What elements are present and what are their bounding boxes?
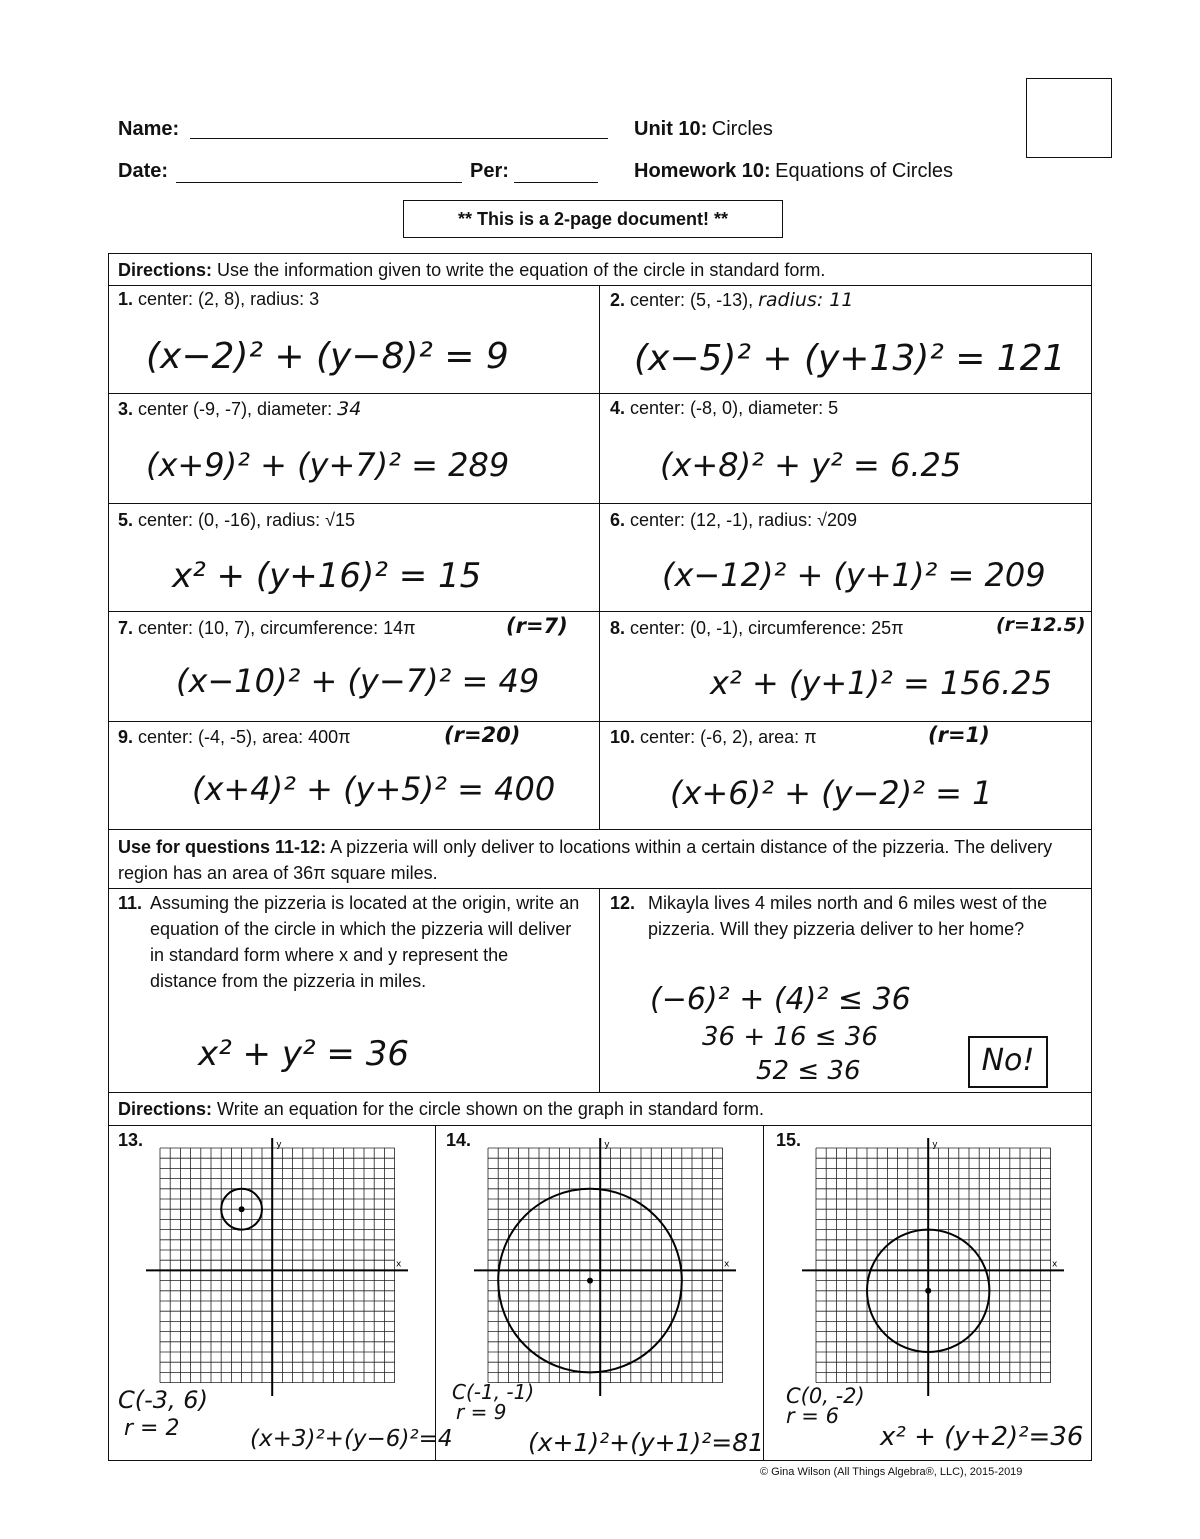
- per-field[interactable]: [514, 182, 598, 183]
- column-divider: [435, 1125, 436, 1461]
- score-box: [1026, 78, 1112, 158]
- column-divider: [599, 888, 600, 1092]
- problem-text: center: (-4, -5), area: 400π: [138, 727, 351, 747]
- problem-text: center: (0, -1), circumference: 25π: [630, 618, 904, 638]
- x-axis-label: x: [1052, 1259, 1058, 1270]
- problem-text: center: (10, 7), circumference: 14π: [138, 618, 416, 638]
- pizza-intro: [118, 834, 1084, 886]
- problem-6-answer: (x−12)² + (y+1)² = 209: [662, 556, 1046, 594]
- problem-2-prompt: [610, 289, 853, 311]
- problem-text: center: (0, -16), radius: √15: [138, 510, 356, 530]
- y-axis-label: y: [276, 1140, 282, 1150]
- divider: [108, 721, 1092, 722]
- problem-number: 10.: [610, 727, 636, 747]
- problem-6-prompt: [610, 510, 857, 531]
- problem-text: Assuming the pizzeria is located at the origin, write an equation of the circle in which the pizzeria will deliver in standard form where x and y represent the distance from the pizzeria in miles.: [150, 893, 580, 991]
- problem-text: center: (5, -13),: [630, 290, 754, 310]
- problem-15-answer: x² + (y+2)²=36: [880, 1422, 1084, 1452]
- problem-7-answer: (x−10)² + (y−7)² = 49: [176, 662, 540, 700]
- problem-1-answer: (x−2)² + (y−8)² = 9: [146, 336, 509, 377]
- homework-value: Equations of Circles: [775, 160, 954, 182]
- homework-label: Homework 10:: [634, 160, 771, 182]
- problem-3-prompt: [118, 398, 361, 420]
- problem-number: 9.: [118, 727, 134, 747]
- problem-8-answer: x² + (y+1)² = 156.25: [710, 664, 1052, 702]
- directions-text: Use the information given to write the equation of the circle in standard form.: [217, 260, 826, 280]
- problem-number: 7.: [118, 618, 134, 638]
- pizza-text: A pizzeria will only deliver to locations within a certain distance of the pizzeria. The delivery region has an area of 36π square miles.: [118, 837, 1053, 883]
- copyright-footer: © Gina Wilson (All Things Algebra®, LLC), 2015-2019: [760, 1466, 1023, 1478]
- problem-9-prompt: [118, 727, 351, 748]
- problem-5-prompt: [118, 510, 355, 531]
- problem-15-radius: r = 6: [786, 1404, 839, 1428]
- name-label: Name:: [118, 118, 180, 140]
- divider: [108, 829, 1092, 830]
- directions-label: Directions:: [118, 260, 213, 280]
- divider: [108, 503, 1092, 504]
- problem-10-prompt: [610, 727, 817, 748]
- divider: [108, 1125, 1092, 1126]
- name-field[interactable]: [190, 138, 608, 139]
- problem-handwritten: 34: [337, 398, 362, 420]
- problem-number: 3.: [118, 399, 134, 419]
- problem-10-answer: (x+6)² + (y−2)² = 1: [670, 774, 993, 812]
- problem-9-note: (r=20): [444, 723, 521, 747]
- problem-text: center: (-6, 2), area: π: [640, 727, 817, 747]
- problem-9-answer: (x+4)² + (y+5)² = 400: [192, 770, 556, 808]
- problem-text: center: (-8, 0), diameter: 5: [630, 398, 839, 418]
- problem-7-prompt: [118, 618, 416, 639]
- problem-15-center: C(0, -2): [786, 1384, 865, 1408]
- problem-number: 2.: [610, 290, 626, 310]
- directions-2: [118, 1099, 764, 1120]
- problem-number: 11.: [118, 893, 143, 913]
- y-axis-label: y: [604, 1140, 610, 1150]
- homework-title: [634, 160, 953, 183]
- circle-center-point: [587, 1278, 593, 1284]
- problem-14-center: C(-1, -1): [452, 1380, 535, 1404]
- problem-number: 6.: [610, 510, 626, 530]
- problem-1-prompt: [118, 289, 319, 310]
- problem-13-number: 13.: [118, 1130, 144, 1150]
- problem-10-note: (r=1): [928, 723, 990, 747]
- divider: [108, 611, 1092, 612]
- divider: [108, 285, 1092, 286]
- unit-label: Unit 10:: [634, 118, 708, 140]
- problem-14-radius: r = 9: [456, 1400, 507, 1424]
- unit-value: Circles: [711, 118, 773, 140]
- problem-14-number: 14.: [446, 1130, 472, 1150]
- problem-12-work-1: (−6)² + (4)² ≤ 36: [650, 982, 911, 1017]
- problem-handwritten: radius: 11: [758, 289, 854, 311]
- divider: [108, 393, 1092, 394]
- pizza-label: Use for questions 11-12:: [118, 837, 327, 857]
- problem-number: 12.: [610, 893, 636, 913]
- problem-12-work-3: 52 ≤ 36: [756, 1056, 861, 1086]
- two-page-notice: ** This is a 2-page document! **: [403, 200, 783, 238]
- problem-8-note: (r=12.5): [996, 614, 1086, 636]
- problem-11-answer: x² + y² = 36: [198, 1034, 409, 1074]
- circle-center-point: [925, 1288, 931, 1294]
- problem-13-graph: [146, 1138, 408, 1396]
- per-label: Per:: [470, 160, 509, 182]
- problem-3-answer: (x+9)² + (y+7)² = 289: [146, 446, 510, 484]
- problem-7-note: (r=7): [506, 614, 568, 638]
- problem-13-answer: (x+3)²+(y−6)²=4: [250, 1426, 453, 1452]
- problem-number: 4.: [610, 398, 626, 418]
- directions-text: Write an equation for the circle shown on the graph in standard form.: [217, 1099, 765, 1119]
- problem-text: Mikayla lives 4 miles north and 6 miles west of the pizzeria. Will they pizzeria deliver to her home?: [648, 893, 1048, 939]
- problem-15-graph: [802, 1138, 1064, 1396]
- x-axis-label: x: [396, 1259, 402, 1270]
- problem-2-answer: (x−5)² + (y+13)² = 121: [634, 338, 1066, 379]
- directions-label: Directions:: [118, 1099, 213, 1119]
- divider: [108, 1092, 1092, 1093]
- problem-5-answer: x² + (y+16)² = 15: [172, 556, 482, 596]
- problem-15-number: 15.: [776, 1130, 802, 1150]
- problem-11: [118, 890, 588, 994]
- column-divider: [763, 1125, 764, 1461]
- problem-8-prompt: [610, 618, 904, 639]
- problem-text: center: (2, 8), radius: 3: [138, 289, 320, 309]
- y-axis-label: y: [932, 1140, 938, 1150]
- problem-text: center: (12, -1), radius: √209: [630, 510, 858, 530]
- problem-12: [610, 890, 1080, 942]
- problem-13-radius: r = 2: [124, 1416, 180, 1441]
- directions-1: [118, 260, 825, 281]
- divider: [108, 888, 1092, 889]
- column-divider: [599, 285, 600, 829]
- problem-14-answer: (x+1)²+(y+1)²=81: [528, 1428, 765, 1457]
- unit-title: [634, 118, 773, 141]
- date-label: Date:: [118, 160, 169, 182]
- circle-center-point: [239, 1206, 245, 1212]
- problem-4-answer: (x+8)² + y² = 6.25: [660, 446, 962, 484]
- problem-13-center: C(-3, 6): [118, 1386, 208, 1414]
- problem-number: 8.: [610, 618, 626, 638]
- problem-4-prompt: [610, 398, 838, 419]
- problem-14-graph: [474, 1138, 736, 1396]
- x-axis-label: x: [724, 1259, 730, 1270]
- date-field[interactable]: [176, 182, 462, 183]
- problem-number: 1.: [118, 289, 134, 309]
- problem-12-answer: No!: [968, 1036, 1048, 1088]
- problem-number: 5.: [118, 510, 134, 530]
- problem-text: center (-9, -7), diameter:: [138, 399, 333, 419]
- problem-12-work-2: 36 + 16 ≤ 36: [702, 1022, 878, 1052]
